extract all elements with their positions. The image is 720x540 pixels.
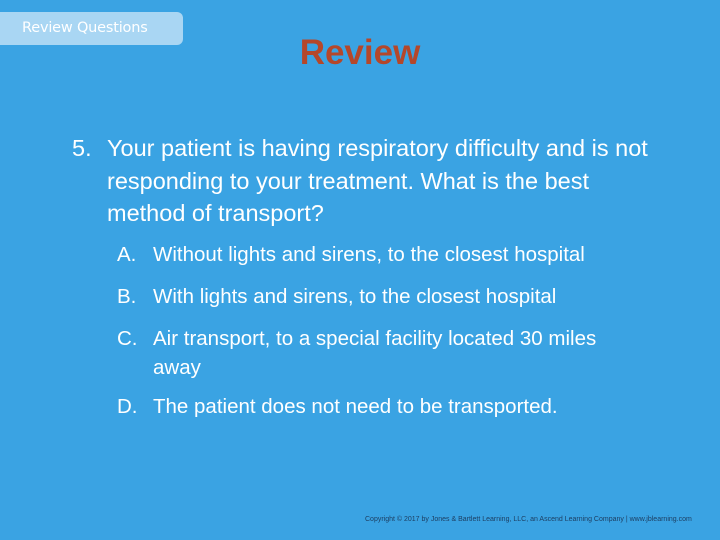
slide-title-text: Review <box>299 33 421 72</box>
question-text: Your patient is having respiratory difficulty and is not responding to your treatment. What is the best method of transport? <box>107 135 648 226</box>
question <box>72 132 672 230</box>
section-tag-label: Review Questions <box>22 20 148 36</box>
option-text: Without lights and sirens, to the closest hospital <box>153 243 585 266</box>
option-letter: C. <box>117 327 138 350</box>
option-text: With lights and sirens, to the closest hospital <box>153 285 557 308</box>
copyright-notice: Copyright © 2017 by Jones & Bartlett Learning, LLC, an Ascend Learning Company | www.jblearning.com <box>365 516 692 523</box>
option-text: Air transport, to a special facility located 30 miles away <box>153 327 597 379</box>
answer-option-a <box>117 240 697 269</box>
answer-option-b <box>117 282 697 311</box>
answer-option-c <box>117 324 697 382</box>
option-text: The patient does not need to be transported. <box>153 395 558 418</box>
question-number: 5. <box>72 135 92 161</box>
answer-option-d <box>117 392 697 421</box>
answer-options <box>117 240 697 421</box>
slide-title <box>0 32 720 74</box>
option-letter: B. <box>117 285 137 308</box>
option-letter: A. <box>117 243 137 266</box>
option-letter: D. <box>117 395 138 418</box>
